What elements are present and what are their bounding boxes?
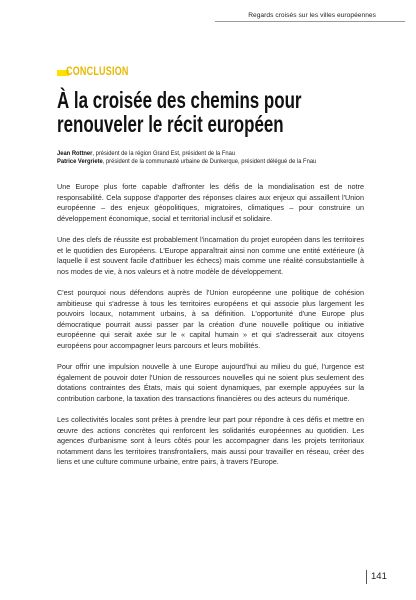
body-text <box>57 182 364 479</box>
running-head-rule <box>215 21 405 22</box>
author-name: Jean Rottner <box>57 150 93 157</box>
page-title-line-2: renouveler le récit européen <box>57 111 284 137</box>
body-paragraph: Pour offrir une impulsion nouvelle à une Europe aujourd'hui au milieu du gué, l'urgence est également de pouvoir doter l'Union de ressources nouvelles qui ne soient plus seulement des dotations contraintes des États, mais qui soient dynamiques, par exemple appuyées sur la contribution carbone, la taxation des transactions financières ou des acteurs du numérique. <box>57 362 364 403</box>
body-paragraph: Une Europe plus forte capable d'affronter les défis de la mondialisation est de notre responsabilité. Cela suppose d'apporter des réponses claires aux enjeux qui assaillent l'Union européenne – des enjeux géopolitiques, migratoires, climatiques – pour construire un développement économique, social et territorial inclusif et solidaire. <box>57 182 364 223</box>
page-title-line-1: À la croisée des chemins pour <box>57 87 302 113</box>
author-name: Patrice Vergriete <box>57 158 103 166</box>
authors-block <box>57 150 377 167</box>
author-line <box>57 150 351 158</box>
author-role: , président de la région Grand Est, président de la Fnau <box>92 150 236 157</box>
section-label: CONCLUSION <box>66 66 129 78</box>
page-title <box>57 87 302 137</box>
body-paragraph: Une des clefs de réussite est probablement l'incarnation du projet européen dans les territoires et le quotidien des Européens. L'Europe apparaîtrait ainsi non comme une entité extérieure (à laquelle il est souvent facile d'attribuer les échecs) mais comme une réalité consubstantielle à nos modes de vie, à nos valeurs et à notre modèle de développement. <box>57 234 364 276</box>
running-head: Regards croisés sur les villes européennes <box>248 12 376 19</box>
page-number-rule <box>366 570 367 584</box>
body-paragraph: Les collectivités locales sont prêtes à prendre leur part pour répondre à ces défis et mettre en œuvre des actions concrètes qui renforcent les solidarités européennes au quotidien. Les agences d'urbanisme sont à leurs côtés pour les accompagner dans les projets territoriaux notamment dans les territoires transfrontaliers, mais aussi pour travailler en réseau, créer des liens et une culture commune urbaine, entre pairs, à travers l'Europe. <box>57 415 364 467</box>
author-role: , président de la communauté urbaine de Dunkerque, président délégué de la Fnau <box>102 158 317 166</box>
body-paragraph: C'est pourquoi nous défendons auprès de l'Union européenne une politique de cohésion ambitieuse qui s'adresse à tous les territoires européens et qui associe plus largement les pouvoirs locaux, notamment urbains, à sa définition. L'opportunité d'une Europe plus démocratique pourrait aussi passer par la création d'une nouvelle politique ou initiative européenne qui serait axée sur le « capital humain » et qui s'adresserait aux citoyens européens pour accompagner leurs parcours et leurs mobilités. <box>57 287 364 350</box>
author-line <box>57 158 351 166</box>
page-number: 141 <box>371 571 387 582</box>
